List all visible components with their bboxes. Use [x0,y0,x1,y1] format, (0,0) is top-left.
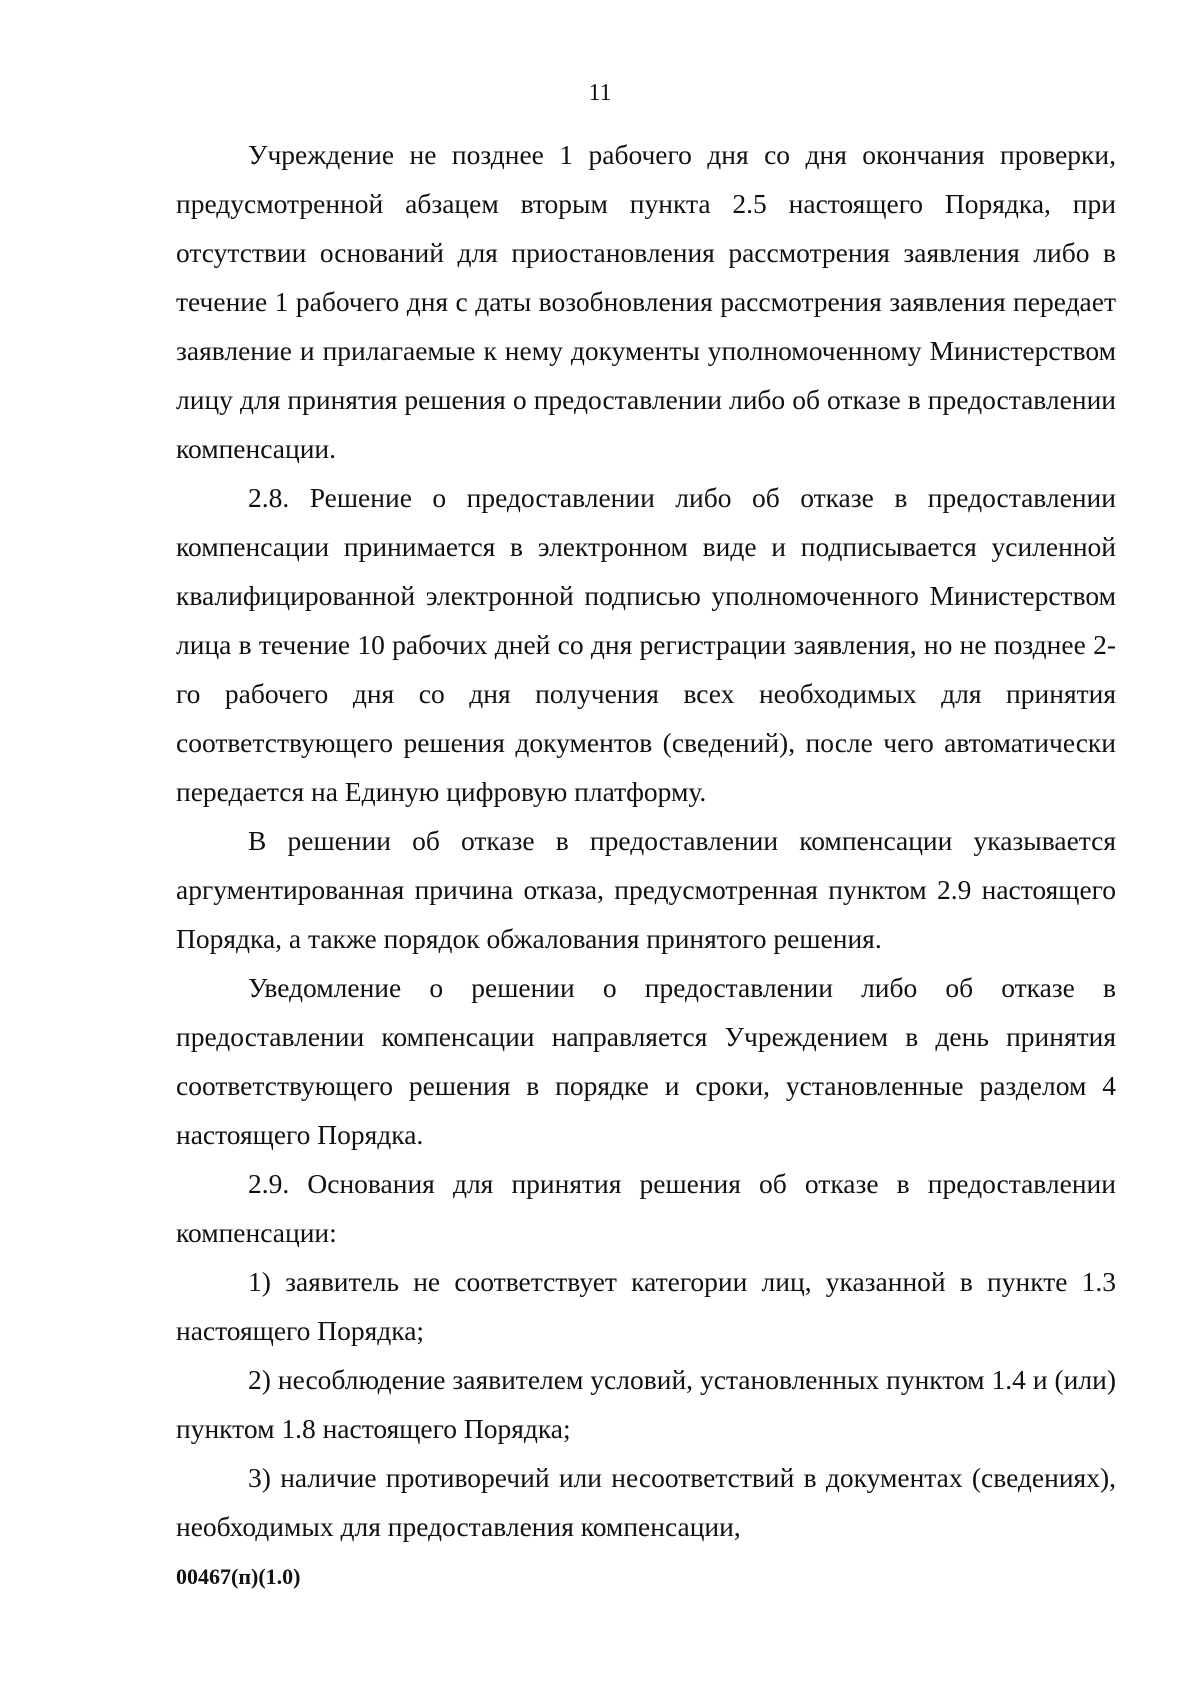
list-item-ground-3: 3) наличие противоречий или несоответствий в документах (сведениях), необходимых для предоставления компенсации, [176,1462,1116,1542]
list-item-ground-1: 1) заявитель не соответствует категории лиц, указанной в пункте 1.3 настоящего Порядка; [176,1266,1116,1346]
paragraph-notification: Уведомление о решении о предоставлении либо об отказе в предоставлении компенсации направляется Учреждением в день принятия соответствующего решения в порядке и сроки, установленные разделом 4 настоящего Порядка. [176,972,1116,1150]
document-body [176,130,1116,1551]
paragraph-institution-transfer: Учреждение не позднее 1 рабочего дня со дня окончания проверки, предусмотренной абзацем вторым пункта 2.5 настоящего Порядка, при отсутствии оснований для приостановления рассмотрения заявления либо в течение 1 рабочего дня с даты возобновления рассмотрения заявления передает заявление и прилагаемые к нему документы уполномоченному Министерством лицу для принятия решения о предоставлении либо об отказе в предоставлении компенсации. [176,139,1116,464]
paragraph-2-9-grounds: 2.9. Основания для принятия решения об отказе в предоставлении компенсации: [176,1168,1116,1248]
page-number: 11 [588,80,612,106]
document-code: 00467(п)(1.0) [176,1564,301,1589]
list-item-ground-2: 2) несоблюдение заявителем условий, установленных пунктом 1.4 и (или) пунктом 1.8 настоящего Порядка; [176,1364,1116,1444]
paragraph-2-8-decision: 2.8. Решение о предоставлении либо об отказе в предоставлении компенсации принимается в электронном виде и подписывается усиленной квалифицированной электронной подписью уполномоченного Министерством лица в течение 10 рабочих дней со дня регистрации заявления, но не позднее 2-го рабочего дня со дня получения всех необходимых для принятия соответствующего решения документов (сведений), после чего автоматически передается на Единую цифровую платформу. [176,482,1116,807]
paragraph-refusal-reason: В решении об отказе в предоставлении компенсации указывается аргументированная причина отказа, предусмотренная пунктом 2.9 настоящего Порядка, а также порядок обжалования принятого решения. [176,825,1116,954]
